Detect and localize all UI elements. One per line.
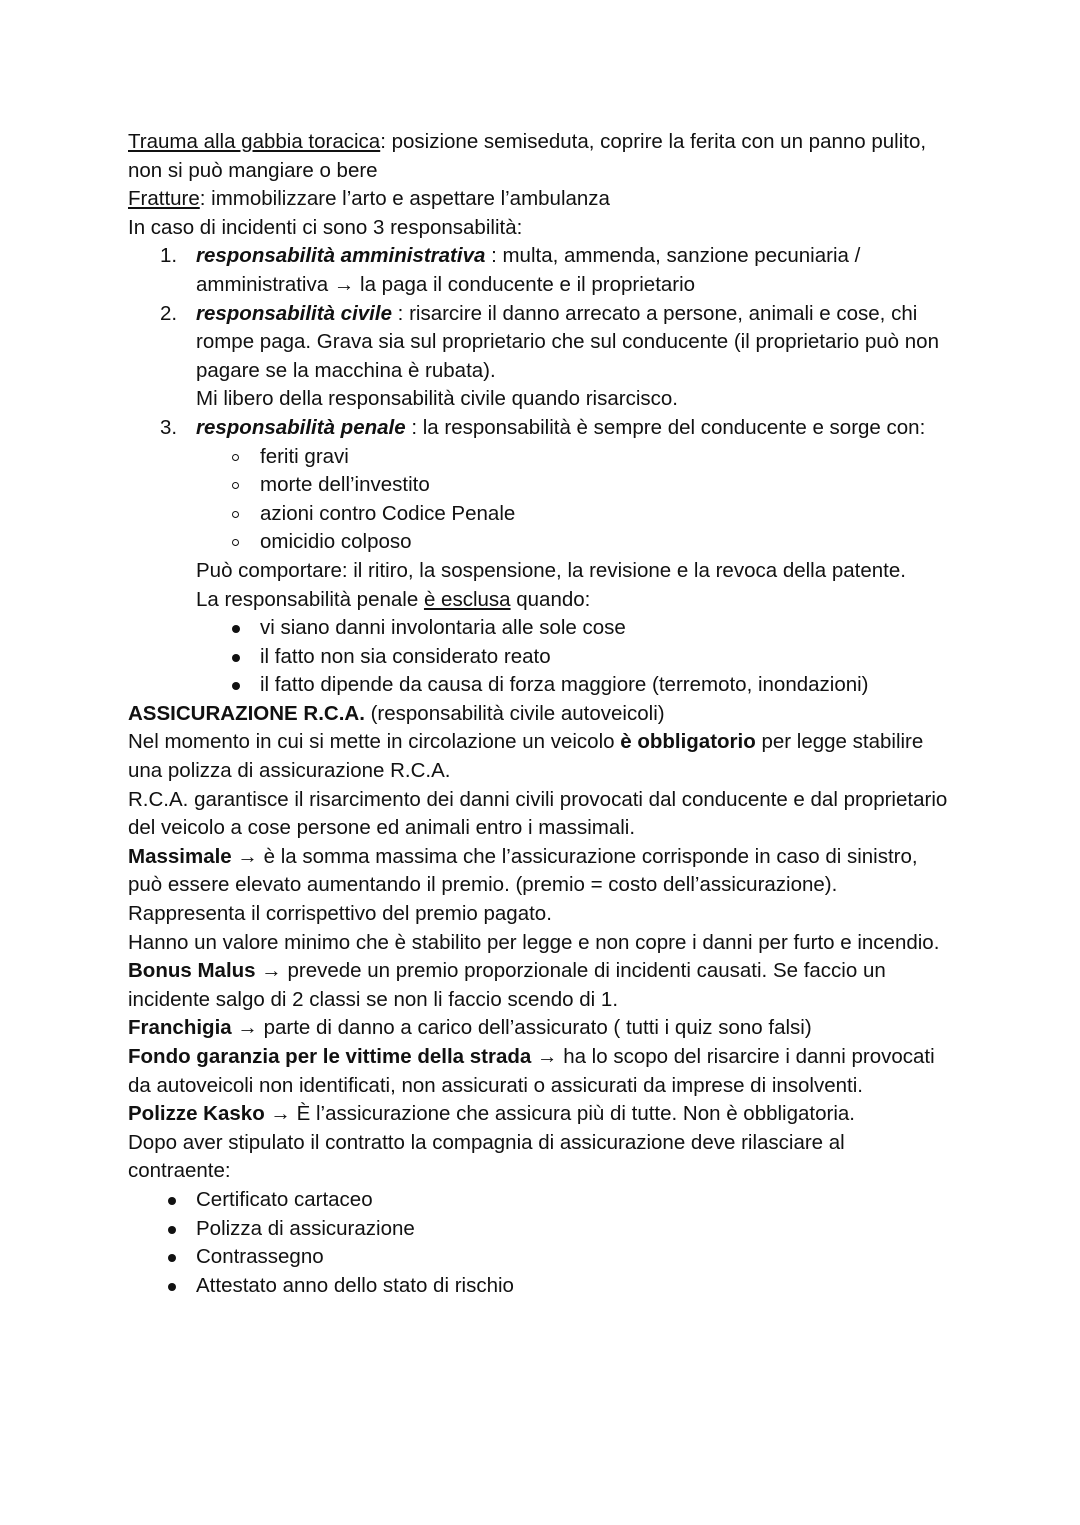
esclusa-suffix: quando: [510, 587, 591, 611]
paragraph-intro-responsabilita: In caso di incidenti ci sono 3 responsabilità: [128, 215, 523, 239]
rca-heading-rest: (responsabilità civile autoveicoli) [364, 701, 665, 725]
paragraph-rca-garanzia: R.C.A. garantisce il risarcimento dei danni civili provocati dal conducente e dal proprietario del veicolo a cose persone ed animali entro i massimali. [128, 787, 948, 840]
penale-exclusions-list [128, 614, 952, 700]
paragraph-penale-consequences: Può comportare: il ritiro, la sospensione, la revisione e la revoca della patente. [196, 558, 906, 582]
list-item [128, 443, 952, 472]
term-polizze-kasko: Polizze Kasko [128, 1102, 265, 1126]
responsabilita-list [128, 242, 952, 700]
list-item-responsabilita-civile [128, 300, 952, 386]
arrow-icon: → [264, 1102, 297, 1126]
term-responsabilita-penale: responsabilità penale [196, 415, 406, 439]
text-polizze-kasko: È l’assicurazione che assicura più di tutte. Non è obbligatoria. [296, 1102, 855, 1126]
term-bonus-malus: Bonus Malus [128, 959, 256, 983]
definition-polizze-kasko [128, 1100, 952, 1129]
arrow-icon: → [255, 959, 288, 983]
paragraph-massimale-note: Hanno un valore minimo che è stabilito per legge e non copre i danni per furto e incendio. [128, 930, 940, 954]
arrow-icon: → [231, 1016, 264, 1040]
definition-massimale [128, 843, 952, 929]
list-item-responsabilita-amministrativa [128, 242, 952, 299]
list-item-responsabilita-penale [128, 414, 952, 443]
text-massimale: è la somma massima che l’assicurazione corrisponde in caso di sinistro, può essere elevato aumentando il premio. (premio = costo dell’assicurazione). Rappresenta il corrispettivo del premio pagato. [128, 844, 918, 926]
exclusion-label: il fatto dipende da causa di forza maggiore (terremoto, inondazioni) [260, 673, 869, 697]
arrow-icon: → [231, 844, 264, 868]
cause-label: omicidio colposo [260, 530, 412, 554]
cause-label: feriti gravi [260, 444, 349, 468]
documento-label: Contrassegno [196, 1245, 324, 1269]
esclusa-prefix: La responsabilità penale [196, 587, 424, 611]
list-item [128, 643, 952, 672]
separator-2: : [391, 301, 410, 325]
paragraph-contratto-note: Dopo aver stipulato il contratto la compagnia di assicurazione deve rilasciare al contraente: [128, 1130, 845, 1183]
text-responsabilita-penale: la responsabilità è sempre del conducente e sorge con: [422, 415, 926, 439]
documento-label: Attestato anno dello stato di rischio [196, 1273, 514, 1297]
cause-label: morte dell’investito [260, 473, 430, 497]
list-item [128, 1186, 952, 1215]
paragraph-trauma [128, 128, 952, 185]
definition-bonus-malus [128, 957, 952, 1014]
list-item [128, 528, 952, 557]
separator-1: : [485, 244, 503, 268]
paragraph-penale-esclusa [196, 586, 952, 615]
list-item [128, 1215, 952, 1244]
term-fondo-garanzia: Fondo garanzia per le vittime della strada [128, 1045, 532, 1068]
arrow-icon: → [531, 1045, 564, 1068]
document-body [128, 128, 952, 1300]
trauma-text: : posizione semiseduta, coprire la ferita con un panno pulito, non si può mangiare o bere [128, 130, 927, 182]
text-bonus-malus: prevede un premio proporzionale di incidenti causati. Se faccio un incidente salgo di 2 classi se non li faccio scendo di 1. [128, 959, 886, 1011]
paragraph-mi-libero: Mi libero della responsabilità civile quando risarcisco. [196, 387, 678, 411]
documento-label: Certificato cartaceo [196, 1187, 373, 1211]
list-item [128, 471, 952, 500]
separator-3: : [405, 415, 423, 439]
term-responsabilita-amministrativa: responsabilità amministrativa [196, 244, 486, 268]
text-franchigia: parte di danno a carico dell’assicurato ( tutti i quiz sono falsi) [263, 1016, 812, 1040]
exclusion-label: vi siano danni involontaria alle sole cose [260, 616, 626, 640]
term-franchigia: Franchigia [128, 1016, 232, 1040]
esclusa-underlined: è esclusa [423, 587, 511, 611]
text-fondo-garanzia: ha lo scopo del risarcire i danni provocati da autoveicoli non identificati, non assicurati o assicurati da imprese di insolventi. [128, 1045, 935, 1097]
fratture-text: : immobilizzare l’arto e aspettare l’ambulanza [199, 187, 610, 211]
paragraph-obbligo [128, 728, 952, 785]
list-item [128, 500, 952, 529]
list-item [128, 671, 952, 700]
definition-fondo-garanzia [128, 1043, 952, 1100]
definition-franchigia [128, 1014, 952, 1043]
list-item [128, 1243, 952, 1272]
rca-heading-bold: ASSICURAZIONE R.C.A. [128, 701, 365, 725]
trauma-label: Trauma alla gabbia toracica [128, 130, 381, 153]
list-item [128, 1272, 952, 1301]
obbligo-bold: è obbligatorio [620, 730, 756, 754]
fratture-label: Fratture [128, 187, 200, 211]
obbligo-prefix: Nel momento in cui si mette in circolazione un veicolo [128, 730, 621, 754]
cause-label: azioni contro Codice Penale [260, 501, 516, 525]
obbligo-suffix: per legge stabilire una polizza di assicurazione R.C.A. [128, 730, 924, 783]
documenti-list [128, 1186, 952, 1300]
documento-label: Polizza di assicurazione [196, 1216, 415, 1240]
term-massimale: Massimale [128, 844, 232, 868]
penale-causes-list [128, 443, 952, 557]
text-responsabilita-amministrativa: multa, ammenda, sanzione pecuniaria / amministrativa → la paga il conducente e il proprietario [196, 244, 861, 296]
term-responsabilita-civile: responsabilità civile [196, 301, 392, 325]
paragraph-fratture [128, 185, 952, 214]
exclusion-label: il fatto non sia considerato reato [260, 644, 551, 668]
heading-assicurazione-rca [128, 700, 952, 729]
text-responsabilita-civile: risarcire il danno arrecato a persone, animali e cose, chi rompe paga. Grava sia sul proprietario che sul conducente (il proprietario può non pagare se la macchina è rubata). [196, 301, 939, 382]
list-item [128, 614, 952, 643]
